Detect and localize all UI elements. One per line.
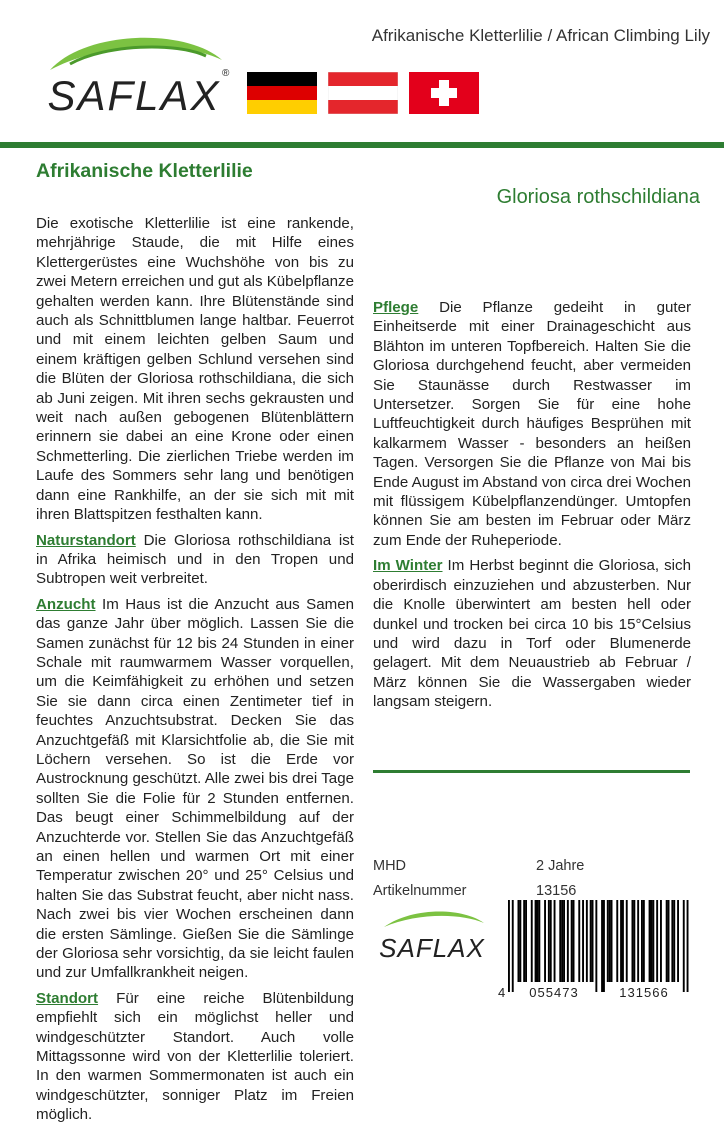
ean-barcode (496, 900, 696, 1000)
barcode-bar (544, 900, 546, 982)
barcode-bar (592, 900, 594, 982)
barcode-bar (523, 900, 525, 982)
svg-text:SAFLAX: SAFLAX (47, 72, 221, 119)
barcode-bar (563, 900, 565, 982)
barcode-bar (632, 900, 634, 982)
barcode-bar (652, 900, 654, 982)
right-column (373, 298, 691, 718)
barcode-bar (537, 900, 539, 982)
mhd-value: 2 Jahre (536, 858, 585, 874)
barcode-bar (643, 900, 645, 982)
article-number-value: 13156 (536, 883, 577, 899)
barcode-bar (561, 900, 563, 982)
section-winter (373, 556, 691, 711)
barcode-bar (559, 900, 561, 982)
left-column (36, 214, 354, 1131)
barcode-bar (554, 900, 556, 982)
barcode-bar (525, 900, 527, 982)
barcode-bar (582, 900, 584, 982)
barcode-bar (649, 900, 651, 982)
heading-winter: Im Winter (373, 557, 443, 575)
barcode-bar (550, 900, 552, 982)
barcode-left-group: 055473 (529, 985, 579, 1000)
barcode-bar (637, 900, 639, 982)
barcode-bar (641, 900, 643, 982)
barcode-bar (666, 900, 668, 982)
barcode-right-group: 131566 (619, 985, 669, 1000)
austria-flag (328, 72, 398, 114)
heading-anzucht: Anzucht (36, 595, 96, 613)
saflax-logo (36, 30, 236, 125)
header-title: Afrikanische Kletterlilie / African Climbing Lily (371, 26, 710, 45)
barcode-bar (548, 900, 550, 982)
barcode-bar (595, 900, 597, 992)
barcode-bar (683, 900, 685, 992)
barcode-bar (573, 900, 575, 982)
barcode-bar (687, 900, 689, 992)
mhd-label: MHD (373, 858, 407, 874)
barcode-bar (620, 900, 622, 982)
section-pflege (373, 298, 691, 550)
barcode-bar (660, 900, 662, 982)
barcode-bar (535, 900, 537, 982)
barcode-bar (567, 900, 569, 982)
barcode-bar (508, 900, 510, 992)
plant-title-latin: Gloriosa rothschildiana (496, 186, 700, 208)
barcode-bar (626, 900, 628, 982)
section-standort (36, 989, 354, 1125)
text-naturstandort: Die Gloriosa rothschildiana ist in Afrika heimisch und in den Tropen und Subtropen weit verbreitet. (36, 531, 354, 588)
barcode-bar (512, 900, 514, 992)
germany-flag (247, 72, 317, 114)
barcode-bar (578, 900, 580, 982)
barcode-bar (538, 900, 540, 982)
barcode-lead-digit: 4 (498, 985, 506, 1000)
barcode-bar (651, 900, 653, 982)
heading-naturstandort: Naturstandort (36, 531, 136, 549)
header-divider (0, 142, 724, 148)
svg-text:SAFLAX: SAFLAX (379, 933, 485, 963)
svg-text:®: ® (222, 68, 230, 79)
barcode-bar (571, 900, 573, 982)
barcode-bar (519, 900, 521, 982)
article-number-label: Artikelnummer (373, 883, 467, 899)
section-naturstandort (36, 531, 354, 589)
barcode-bar (609, 900, 611, 982)
barcode-bar (616, 900, 618, 982)
text-pflege: Die Pflanze gedeiht in guter Einheitserde mit einer Drainageschicht aus Blähton im unteren Topfbereich. Halten Sie die Gloriosa durchgehend feucht, aber vermeiden Sie Staunässe durch Restwasser im Untersetzer. Sorgen Sie für eine hohe Luftfeuchtigkeit durch häufiges Besprühen mit kalkarmem Wasser - besonders an heißen Tagen. Versorgen Sie die Pflanze von Mai bis Ende August im Abstand von circa drei Wochen mit flüssigem Kübelpflanzendünger. Umtopfen können Sie am besten im Februar oder März zum Ende der Ruheperiode. (373, 299, 691, 549)
text-anzucht: Im Haus ist die Anzucht aus Samen das ganze Jahr über möglich. Lassen Sie die Samen zunächst für 12 bis 24 Stunden in einer Schale mit raumwarmem Wasser vorquellen, um die Keimfähigkeit zu erhöhen und setzen Sie sie dann circa einen Zentimeter tief in feuchtes Anzuchtsubstrat. Decken Sie das Anzuchtgefäß mit Klarsichtfolie ab, die Sie mit Löchern versehen. So ist die Erde vor Austrocknung geschützt. Alle zwei bis drei Tage sollten Sie die Folie für 2 Stunden entfernen. Das beugt einer Schimmelbildung auf der Anzuchterde vor. Stellen Sie das Anzuchtgefäß an einen hellen und warmen Ort mit einer Temperatur zwischen 20° und 25° Celsius und halten Sie das Substrat feucht, aber nicht nass. Nach zwei bis vier Wochen erscheinen dann die ersten Sämlinge. Gießen Sie die Sämlinge der Gloriosa sehr vorsichtig, da sie leicht faulen und zur Umfallkrankheit neigen. (36, 595, 354, 982)
barcode-bar (531, 900, 533, 982)
barcode-bar (603, 900, 605, 992)
barcode-bar (668, 900, 670, 982)
text-winter: Im Herbst beginnt die Gloriosa, sich oberirdisch einzuziehen und abzusterben. Nur die Knolle überwintert am besten hell oder dunkel und trocken bei circa 10 bis 15°Celsius und wird dazu in Torf oder Blumenerde gelagert. Mit dem Neuaustrieb ab Februar / März können Sie die Wassergaben wieder langsam steigern. (373, 557, 691, 711)
barcode-bar (518, 900, 520, 982)
barcode-bar (673, 900, 675, 982)
barcode-bar (656, 900, 658, 982)
intro-text: Die exotische Kletterlilie ist eine rankende, mehrjährige Staude, die mit Hilfe eines Klettergerüstes eine Wuchshöhe von bis zu zwei Metern erreichen und gut als Kübelpflanze gehalten werden kann. Ihre Blütenstände sind auch als Schnittblumen lange haltbar. Feuerrot und mit einem leichten gelben Saum und einem kräftigen gelben Schlund versehen sind die Blüten der Gloriosa rothschildiana, die sich ab Juni zeigen. Mit ihren sechs gekrausten und weit nach außen gebogenen Blütenblättern erinnern sie dabei an eine Krone oder einen Schmetterling. Die zierlichen Triebe werden im Laufe des Sommers sehr lang und benötigen dann eine Rankhilfe, an der sie sich mit mit ihren Blattspitzen festhalten kann. (36, 215, 354, 524)
plant-title-german: Afrikanische Kletterlilie (36, 160, 253, 182)
barcode-bar (677, 900, 679, 982)
right-divider (373, 770, 690, 773)
heading-pflege: Pflege (373, 299, 419, 316)
barcode-bar (611, 900, 613, 982)
barcode-bar (590, 900, 592, 982)
barcode-bar (601, 900, 603, 992)
section-anzucht (36, 595, 354, 983)
saflax-logo-small (372, 905, 492, 965)
barcode-bar (607, 900, 609, 982)
barcode-bar (622, 900, 624, 982)
barcode-bar (633, 900, 635, 982)
barcode-bar (586, 900, 588, 982)
intro-paragraph (36, 214, 354, 525)
switzerland-flag (409, 72, 479, 114)
heading-standort: Standort (36, 989, 99, 1007)
barcode-bar (671, 900, 673, 982)
text-standort: Für eine reiche Blütenbildung empfiehlt sich ein möglichst heller und windgeschützter Standort. Auch volle Mittagssonne wird von der Kletterlilie toleriert. In den warmen Sommermonaten ist auch ein windgeschützter, sonniger Platz im Freien möglich. (36, 989, 354, 1124)
